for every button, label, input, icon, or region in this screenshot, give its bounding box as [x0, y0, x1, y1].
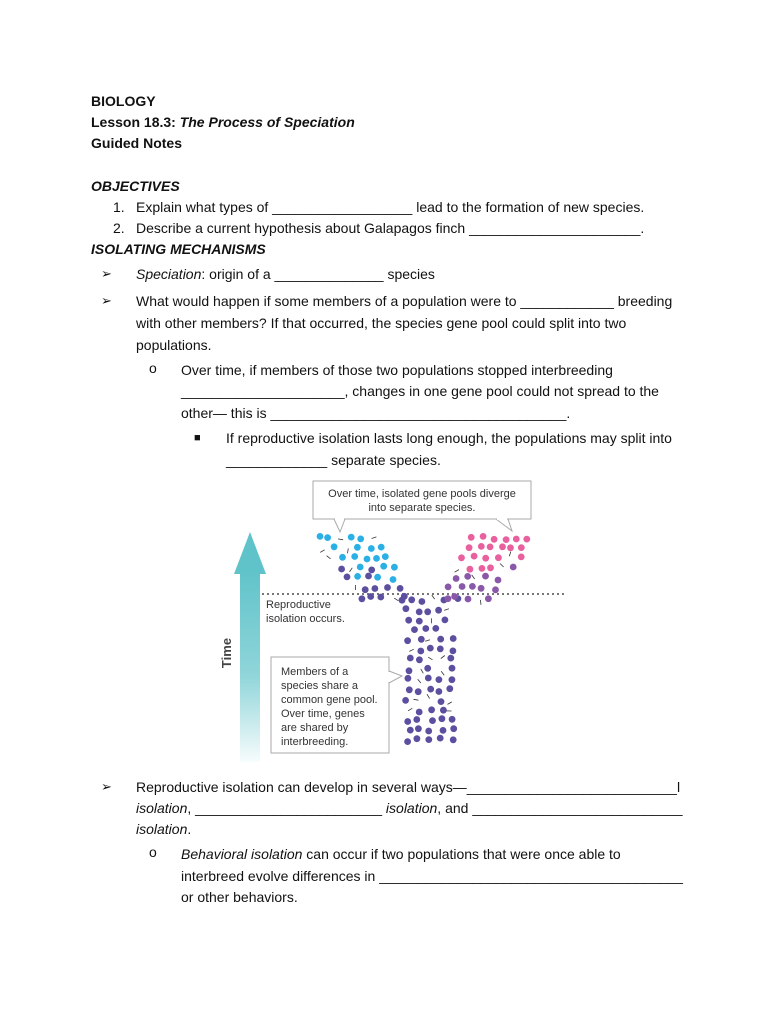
- gene-dot: [397, 585, 404, 592]
- gene-dot: [428, 706, 435, 713]
- gene-dot: [436, 688, 443, 695]
- gene-dot: [432, 625, 439, 632]
- gene-dot: [390, 576, 397, 583]
- gene-pool-line: common gene pool.: [281, 694, 378, 706]
- gene-flow-arrow: [414, 699, 419, 700]
- gene-dot: [348, 534, 355, 541]
- gene-flow-arrow: [480, 600, 481, 605]
- gene-dot: [415, 688, 422, 695]
- gene-dot: [406, 686, 413, 693]
- gene-dot: [357, 564, 364, 571]
- gene-dot: [374, 574, 381, 581]
- gene-dot: [339, 554, 346, 561]
- gene-dot: [478, 543, 485, 550]
- gene-dot: [427, 686, 434, 693]
- gene-dot: [403, 605, 410, 612]
- gene-dot: [429, 717, 436, 724]
- gene-dot: [378, 544, 385, 551]
- gene-dot: [391, 564, 398, 571]
- gene-flow-arrow: [320, 550, 324, 553]
- gene-dot: [495, 577, 502, 584]
- gene-dot: [425, 675, 432, 682]
- isolating-heading: ISOLATING MECHANISMS: [91, 241, 266, 257]
- time-arrow-icon: [234, 532, 266, 762]
- ways-term: isolation: [385, 800, 438, 816]
- notes-type: Guided Notes: [91, 135, 183, 151]
- gene-dot: [518, 544, 525, 551]
- gene-dot: [377, 594, 384, 601]
- gene-flow-arrow: [441, 656, 445, 659]
- gene-dot: [404, 718, 411, 725]
- gene-flow-arrow: [409, 649, 414, 651]
- gene-dot: [422, 625, 429, 632]
- ways-blank: , and ___________________________: [437, 800, 683, 816]
- gene-dot: [449, 716, 456, 723]
- behavioral-line-3: or other behaviors.: [181, 889, 298, 905]
- gene-dot: [467, 566, 474, 573]
- gene-dot: [331, 543, 338, 550]
- subsub-line-1: If reproductive isolation lasts long enough, the populations may split into: [226, 430, 672, 446]
- gene-pool-callout: [271, 657, 402, 753]
- gene-dot: [354, 544, 361, 551]
- ways-period: .: [187, 821, 192, 837]
- gene-dot: [485, 595, 492, 602]
- gene-dot: [372, 585, 379, 592]
- gene-dot: [407, 727, 414, 734]
- gene-dot: [406, 667, 413, 674]
- gene-dot: [425, 736, 432, 743]
- gene-dot: [466, 544, 473, 551]
- repro-label-line-2: isolation occurs.: [266, 613, 345, 625]
- gene-dot: [404, 637, 411, 644]
- gene-flow-arrow: [425, 640, 430, 642]
- gene-dot: [404, 738, 411, 745]
- arrow-bullet-icon: ➢: [101, 293, 112, 308]
- gene-pool-line: Over time, genes: [281, 708, 365, 720]
- gene-pool-line: Members of a: [281, 666, 349, 678]
- subject-heading: BIOLOGY: [91, 93, 156, 109]
- gene-pool-line: are shared by: [281, 722, 349, 734]
- question-line-3: populations.: [136, 337, 212, 353]
- gene-dot: [415, 725, 422, 732]
- top-callout-line-1: Over time, isolated gene pools diverge: [328, 488, 516, 500]
- gene-flow-arrow: [472, 575, 475, 579]
- gene-dot: [413, 716, 420, 723]
- gene-dot: [523, 536, 530, 543]
- gene-dot: [418, 636, 425, 643]
- gene-dot: [507, 544, 514, 551]
- time-axis-label: Time: [219, 637, 234, 669]
- gene-dot: [367, 593, 374, 600]
- top-callout-line-2: into separate species.: [368, 502, 476, 514]
- ways-blank: , ________________________: [187, 800, 386, 816]
- gene-dot: [427, 645, 434, 652]
- gene-dot: [487, 564, 494, 571]
- gene-dot: [469, 583, 476, 590]
- sub-line-1: Over time, if members of those two populations stopped interbreeding: [181, 362, 613, 378]
- gene-flow-arrow: [441, 671, 444, 675]
- gene-dot: [416, 656, 423, 663]
- gene-flow-arrow: [509, 552, 511, 557]
- objective-item: Describe a current hypothesis about Galapagos finch ______________________.: [136, 220, 645, 236]
- gene-dot: [419, 598, 426, 605]
- gene-flow-arrow: [432, 595, 435, 599]
- gene-dot: [382, 553, 389, 560]
- gene-dot: [450, 648, 457, 655]
- behavioral-line-1: [181, 845, 621, 863]
- gene-dot: [438, 698, 445, 705]
- gene-flow-arrow: [448, 702, 452, 705]
- gene-dot: [439, 715, 446, 722]
- gene-dot: [459, 583, 466, 590]
- gene-dot: [482, 573, 489, 580]
- gene-dot: [436, 676, 443, 683]
- ways-line-3: [136, 820, 191, 838]
- gene-dot: [425, 728, 432, 735]
- gene-flow-arrow: [421, 669, 424, 673]
- gene-dot: [354, 573, 361, 580]
- gene-dot: [450, 725, 457, 732]
- gene-dot: [437, 636, 444, 643]
- speciation-rest: : origin of a ______________ species: [201, 266, 435, 282]
- question-line-1: What would happen if some members of a population were to ____________ breeding: [136, 293, 673, 309]
- behavioral-rest: can occur if two populations that were once able to: [302, 846, 621, 862]
- objectives-heading: OBJECTIVES: [91, 178, 180, 194]
- gene-pool-line: interbreeding.: [281, 736, 349, 748]
- behavioral-line-2: interbreed evolve differences in _______________________________________: [181, 868, 683, 884]
- gene-dot: [491, 536, 498, 543]
- gene-dot: [417, 648, 424, 655]
- gene-dot: [451, 593, 458, 600]
- gene-flow-arrow: [372, 537, 377, 539]
- square-bullet-icon: ■: [194, 432, 201, 444]
- gene-dot: [365, 573, 372, 580]
- gene-dot: [380, 563, 387, 570]
- lesson-prefix: Lesson 18.3:: [91, 114, 180, 130]
- gene-dot: [449, 676, 456, 683]
- speciation-term: Speciation: [136, 266, 202, 282]
- gene-flow-arrow: [418, 679, 421, 683]
- gene-dot: [492, 586, 499, 593]
- gene-pool-line: species share a: [281, 680, 359, 692]
- gene-dot: [510, 564, 517, 571]
- objective-number: 2.: [113, 220, 125, 236]
- gene-dot: [317, 533, 324, 540]
- gene-dot: [468, 534, 475, 541]
- circle-bullet-icon: o: [149, 360, 157, 376]
- sub-line-3: other— this is ______________________________________.: [181, 405, 571, 421]
- gene-dot: [411, 626, 418, 633]
- gene-dot: [450, 736, 457, 743]
- gene-flow-arrow: [455, 570, 459, 573]
- gene-dot: [464, 573, 471, 580]
- objective-number: 1.: [113, 199, 125, 215]
- gene-flow-arrow: [348, 548, 349, 553]
- gene-dot: [344, 574, 351, 581]
- gene-dot: [416, 618, 423, 625]
- gene-dot: [437, 735, 444, 742]
- gene-dot: [445, 584, 452, 591]
- lesson-title: The Process of Speciation: [179, 114, 355, 130]
- gene-dot: [458, 554, 465, 561]
- gene-dot: [442, 617, 449, 624]
- gene-dot: [440, 707, 447, 714]
- gene-dot: [359, 595, 366, 602]
- gene-dot: [453, 575, 460, 582]
- gene-dot: [447, 655, 454, 662]
- gene-dot: [338, 566, 345, 573]
- ways-line-2: [136, 799, 683, 817]
- gene-dot: [435, 607, 442, 614]
- gene-dot: [384, 584, 391, 591]
- gene-flow-arrow: [427, 694, 430, 698]
- gene-dot: [405, 675, 412, 682]
- gene-dot: [408, 596, 415, 603]
- gene-dot: [407, 655, 414, 662]
- arrow-bullet-icon: ➢: [101, 779, 112, 794]
- top-callout: [313, 481, 531, 532]
- gene-flow-arrow: [350, 568, 353, 572]
- gene-flow-arrow: [394, 598, 398, 601]
- sub-line-2: _____________________, changes in one gene pool could not spread to the: [181, 383, 659, 399]
- gene-dot: [405, 617, 412, 624]
- gene-dot: [495, 554, 502, 561]
- arrow-bullet-icon: ➢: [101, 266, 112, 281]
- gene-dot: [373, 555, 380, 562]
- circle-bullet-icon: o: [149, 844, 157, 860]
- gene-dot: [482, 555, 489, 562]
- gene-dot: [479, 565, 486, 572]
- repro-label-line-1: Reproductive: [266, 599, 331, 611]
- gene-flow-arrow: [500, 564, 504, 568]
- gene-flow-arrow: [327, 556, 331, 559]
- gene-dot: [364, 556, 371, 563]
- subsub-line-2: _____________ separate species.: [226, 452, 441, 468]
- gene-dot: [424, 665, 431, 672]
- gene-dot: [465, 596, 472, 603]
- objective-item: Explain what types of __________________ lead to the formation of new species.: [136, 199, 645, 215]
- behavioral-term: Behavioral isolation: [181, 846, 303, 862]
- gene-dot: [401, 593, 408, 600]
- ways-line-1: Reproductive isolation can develop in several ways—___________________________l: [136, 779, 681, 795]
- gene-dot: [445, 595, 452, 602]
- gene-dot: [487, 544, 494, 551]
- gene-dot: [478, 585, 485, 592]
- ways-term: isolation: [136, 800, 188, 816]
- ways-term: isolation: [136, 821, 188, 837]
- gene-dot: [440, 727, 447, 734]
- gene-dot: [518, 554, 525, 561]
- gene-dot: [450, 635, 457, 642]
- gene-dot: [357, 536, 364, 543]
- gene-dot: [414, 735, 421, 742]
- gene-flow-arrow: [428, 657, 432, 660]
- gene-dot: [503, 536, 510, 543]
- gene-dot: [351, 553, 358, 560]
- gene-dot: [471, 553, 478, 560]
- gene-flow-arrow: [444, 609, 449, 611]
- gene-dot: [499, 543, 506, 550]
- gene-flow-arrow: [338, 539, 343, 540]
- gene-dot: [416, 709, 423, 716]
- gene-dot: [446, 685, 453, 692]
- gene-dot: [368, 545, 375, 552]
- question-line-2: with other members? If that occurred, the species gene pool could split into two: [136, 315, 627, 331]
- gene-dot: [402, 697, 409, 704]
- gene-dot: [480, 533, 487, 540]
- gene-dot: [362, 586, 369, 593]
- gene-dot: [416, 609, 423, 616]
- gene-dot: [437, 646, 444, 653]
- gene-dot: [513, 536, 520, 543]
- gene-dot: [424, 608, 431, 615]
- gene-dot: [324, 534, 331, 541]
- gene-dot: [368, 567, 375, 574]
- gene-dot: [449, 665, 456, 672]
- gene-flow-arrow: [408, 708, 412, 711]
